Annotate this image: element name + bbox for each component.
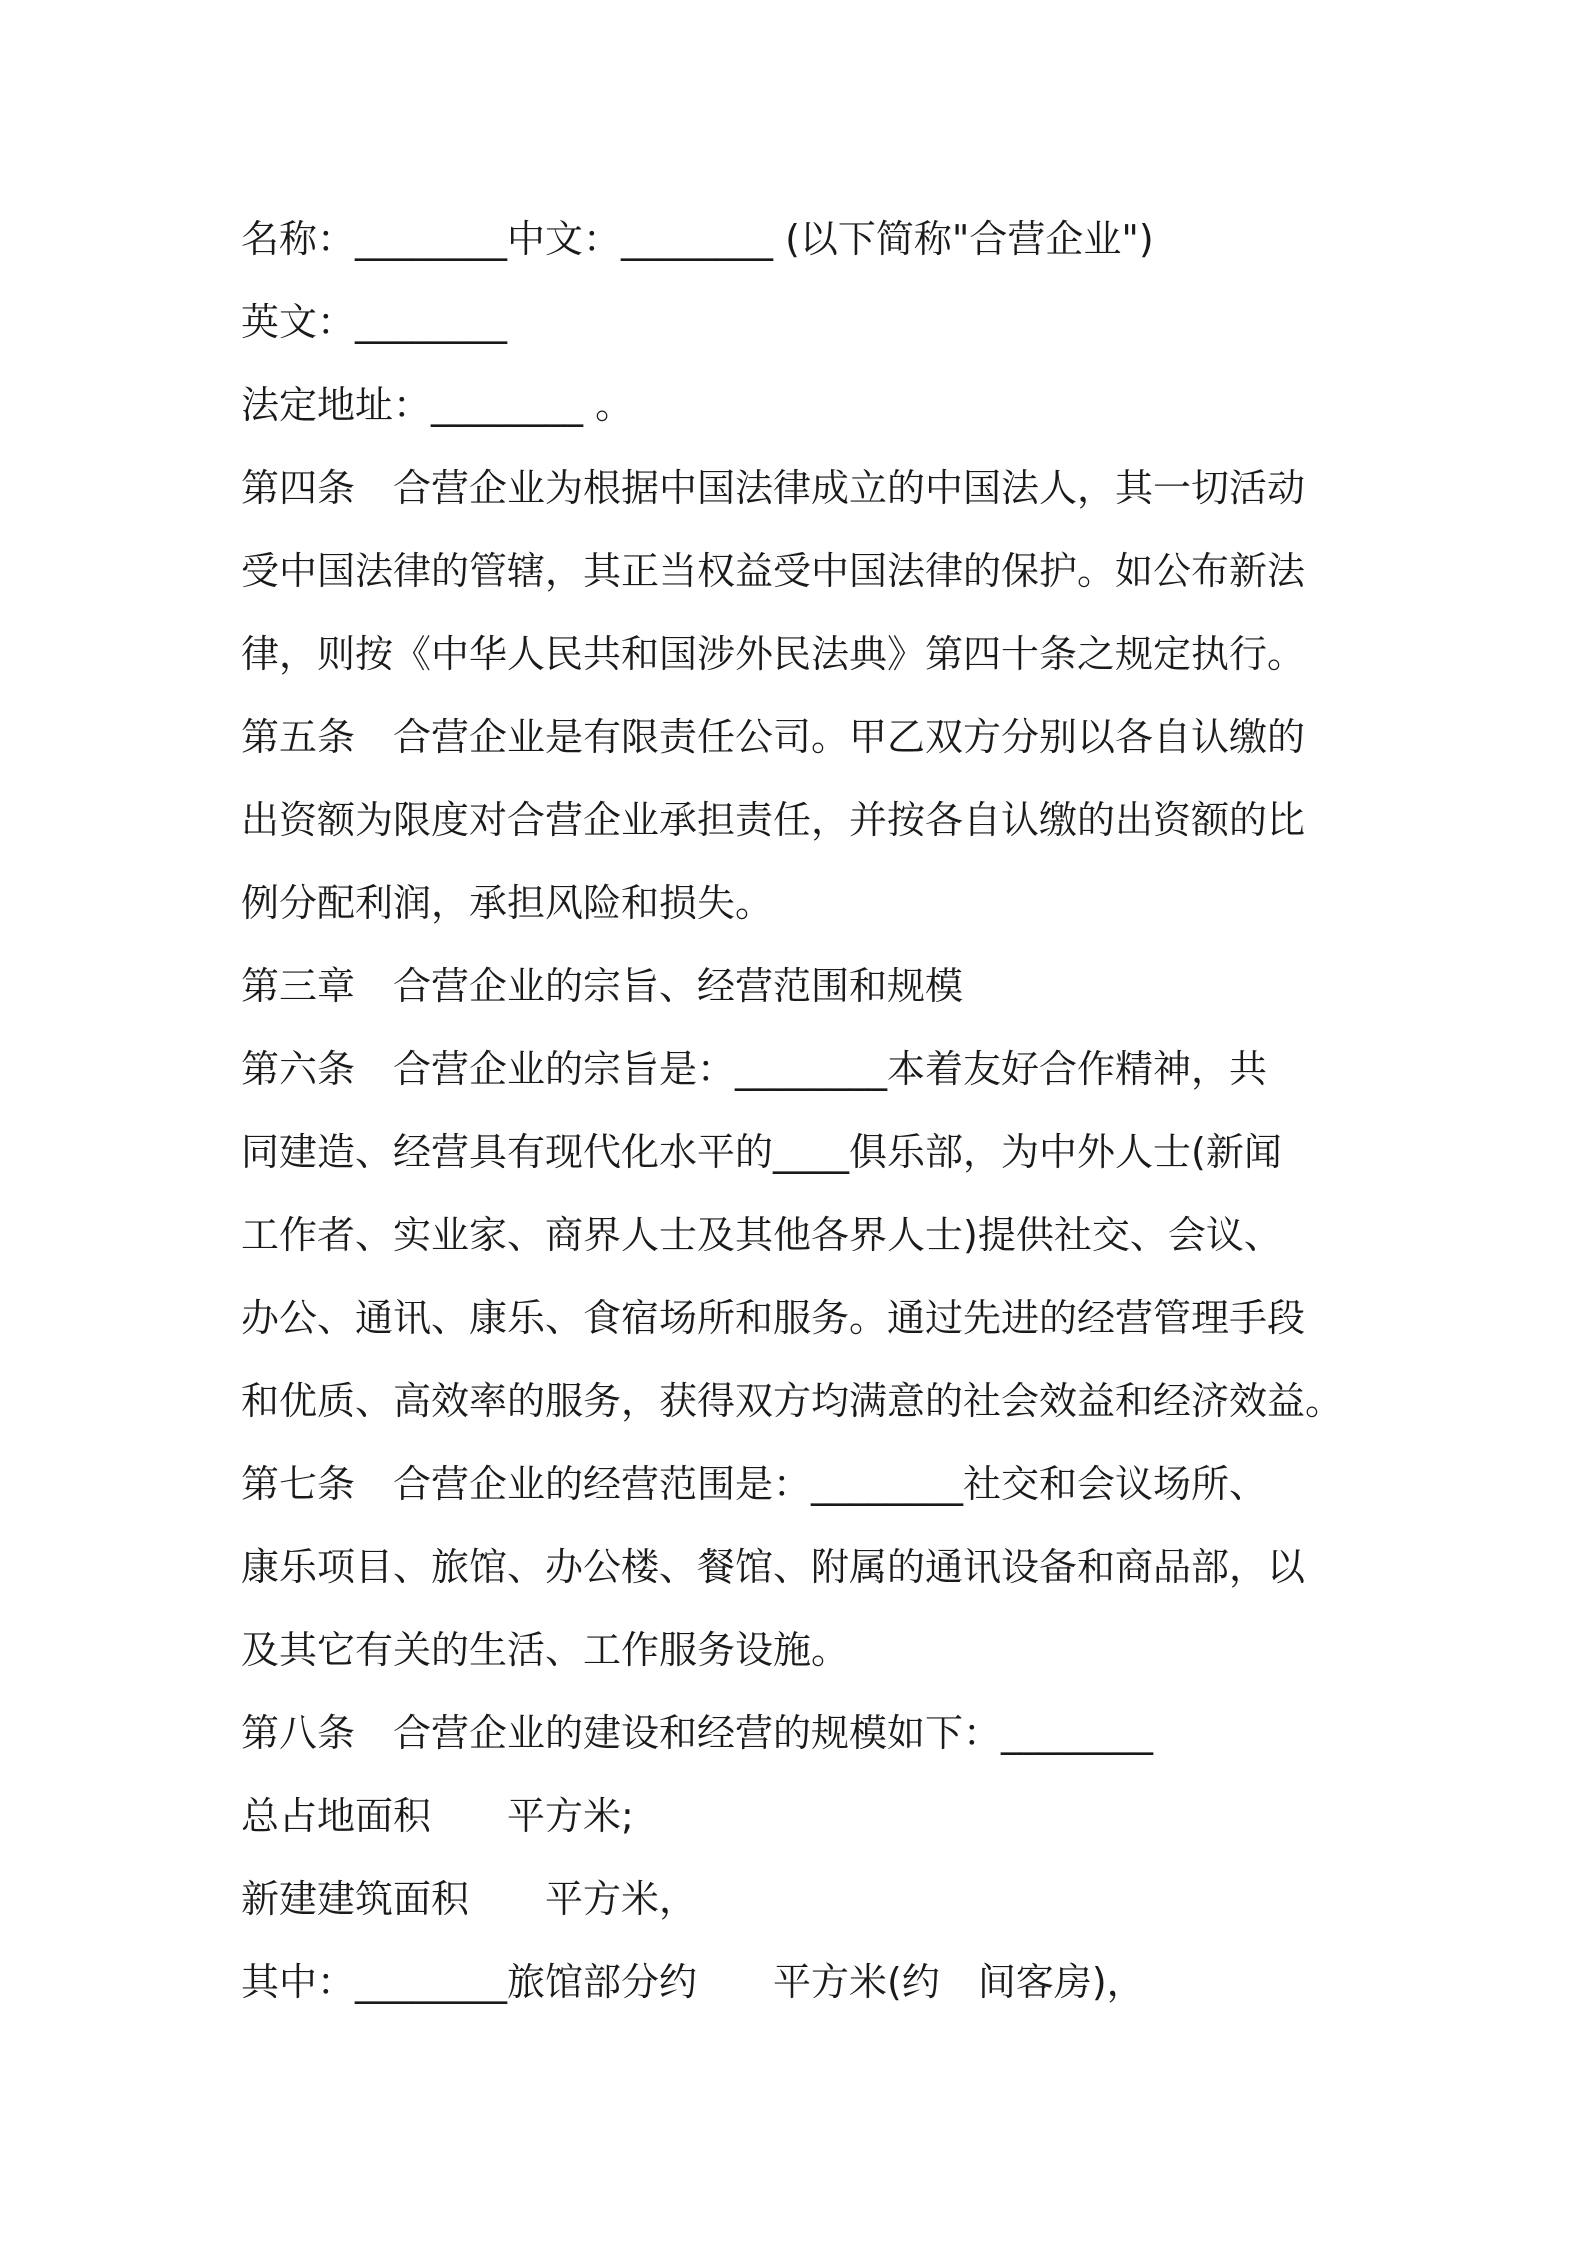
- chapter-heading-3: 第三章 合营企业的宗旨、经营范围和规模: [241, 964, 964, 1008]
- text-line: 受中国法律的管辖，其正当权益受中国法律的保护。如公布新法: [241, 549, 1306, 593]
- text-line-article-5: 第五条 合营企业是有限责任公司。甲乙双方分别以各自认缴的: [241, 715, 1306, 759]
- text-line: 工作者、实业家、商界人士及其他各界人士)提供社交、会议、: [241, 1213, 1282, 1257]
- text-line: 同建造、经营具有现代化水平的____俱乐部，为中外人士(新闻: [241, 1130, 1282, 1174]
- text-line-article-4: 第四条 合营企业为根据中国法律成立的中国法人，其一切活动: [241, 466, 1306, 510]
- text-line-total-area: 总占地面积 平方米;: [241, 1794, 634, 1838]
- text-line-article-7: 第七条 合营企业的经营范围是：________社交和会议场所、: [241, 1462, 1268, 1506]
- text-line: 办公、通讯、康乐、食宿场所和服务。通过先进的经营管理手段: [241, 1296, 1306, 1340]
- document-body: [241, 198, 1361, 2024]
- text-line-article-6: 第六条 合营企业的宗旨是：________本着友好合作精神，共: [241, 1047, 1268, 1091]
- text-line-legal-address: 法定地址：________ 。: [241, 383, 634, 427]
- text-line: 律，则按《中华人民共和国涉外民法典》第四十条之规定执行。: [241, 632, 1306, 676]
- text-line-english-name: 英文：________: [241, 300, 508, 344]
- text-line: 例分配利润，承担风险和损失。: [241, 881, 774, 925]
- text-line: 及其它有关的生活、工作服务设施。: [241, 1628, 850, 1672]
- text-line-building-area: 新建建筑面积 平方米，: [241, 1877, 698, 1921]
- text-line: 康乐项目、旅馆、办公楼、餐馆、附属的通讯设备和商品部，以: [241, 1545, 1306, 1589]
- text-line: 和优质、高效率的服务，获得双方均满意的社会效益和经济效益。: [241, 1379, 1344, 1423]
- text-line-name: 名称：________中文：________ (以下简称"合营企业"): [241, 217, 1154, 261]
- text-line: 出资额为限度对合营企业承担责任，并按各自认缴的出资额的比: [241, 798, 1306, 842]
- text-line-hotel-area: 其中：________旅馆部分约 平方米(约 间客房)，: [241, 1960, 1145, 2004]
- text-line-article-8: 第八条 合营企业的建设和经营的规模如下：________: [241, 1711, 1154, 1755]
